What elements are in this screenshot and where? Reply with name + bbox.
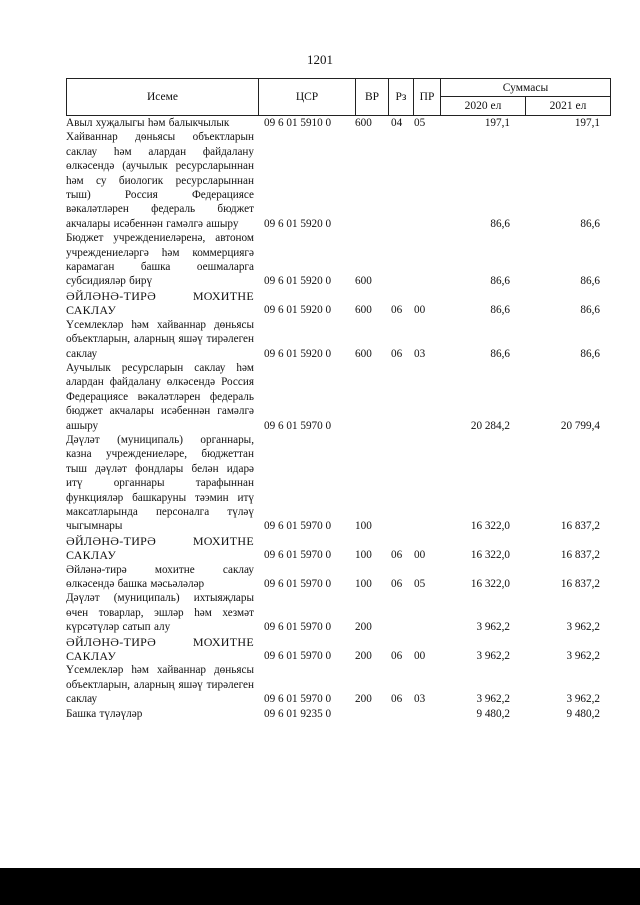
- row-csr: 09 6 01 5920 0: [264, 275, 332, 288]
- row-rz: 06: [391, 347, 403, 360]
- row-csr: 09 6 01 5970 0: [264, 621, 332, 634]
- row-sum-2020: 3 962,2: [476, 693, 510, 706]
- row-pr: 03: [414, 693, 426, 706]
- row-sum-2020: 86,6: [490, 275, 510, 288]
- column-header-name: Исеме: [67, 79, 259, 116]
- row-rz: 06: [391, 549, 403, 562]
- row-rz: 06: [391, 578, 403, 590]
- row-sum-2021: 16 837,2: [560, 520, 600, 533]
- table-row: [66, 116, 612, 130]
- row-vr: 200: [355, 621, 372, 634]
- table-row: [66, 563, 612, 592]
- row-sum-2020: 86,6: [490, 347, 510, 360]
- row-sum-2020: 20 284,2: [470, 419, 510, 432]
- row-pr: 00: [414, 549, 426, 562]
- row-sum-2020: 16 322,0: [470, 578, 510, 590]
- table-row: [66, 289, 612, 318]
- scan-border: [0, 868, 640, 905]
- row-sum-2020: 86,6: [490, 217, 510, 230]
- row-sum-2021: 86,6: [580, 304, 600, 317]
- row-name: Әйләнә-тирә мохитне саклау өлкәсендә башка мәсьәләләр: [66, 563, 254, 590]
- row-vr: 600: [355, 304, 372, 317]
- row-sum-2021: 16 837,2: [560, 578, 600, 590]
- row-sum-2021: 16 837,2: [560, 549, 600, 562]
- row-csr: 09 6 01 5970 0: [264, 650, 332, 663]
- row-csr: 09 6 01 5970 0: [264, 693, 332, 706]
- row-sum-2021: 197,1: [574, 117, 600, 129]
- row-sum-2021: 9 480,2: [566, 707, 600, 720]
- row-vr: 200: [355, 650, 372, 663]
- table-row: [66, 433, 612, 534]
- column-header-pr: ПР: [414, 79, 441, 116]
- row-sum-2020: 86,6: [490, 304, 510, 317]
- table-row: [66, 635, 612, 664]
- row-sum-2020: 3 962,2: [476, 650, 510, 663]
- row-vr: 100: [355, 520, 372, 533]
- row-sum-2021: 3 962,2: [566, 650, 600, 663]
- row-csr: 09 6 01 5970 0: [264, 549, 332, 562]
- table-row: [66, 591, 612, 634]
- row-pr: 00: [414, 650, 426, 663]
- row-rz: 04: [391, 117, 403, 129]
- row-name: Аучылык ресурсларын саклау һәм алардан файдалану өлкәсендә Россия Федерациясе вәкаләтләрен федераль бюджет акчалары исәбеннән гамәлгә ашыру: [66, 361, 254, 432]
- row-name: ӘЙЛӘНӘ-ТИРӘ МОХИТНЕ САКЛАУ: [66, 288, 254, 318]
- row-rz: 06: [391, 693, 403, 706]
- row-sum-2020: 16 322,0: [470, 549, 510, 562]
- row-pr: 03: [414, 347, 426, 360]
- row-csr: 09 6 01 5970 0: [264, 419, 332, 432]
- row-rz: 06: [391, 650, 403, 663]
- row-name: Дәүләт (муниципаль) ихтыяҗлары өчен товарлар, эшләр һәм хезмәт күрсәтүләр сатып алу: [66, 592, 254, 634]
- row-csr: 09 6 01 5920 0: [264, 304, 332, 317]
- row-name: Бюджет учреждениеләренә, автоном учреждениеләргә һәм коммерциягә карамаган башка оешмаларга субсидияләр бирү: [66, 232, 254, 288]
- row-name: Үсемлекләр һәм хайваннар дөньясы объектларын, аларның яшәү тирәлеген саклау: [66, 318, 254, 360]
- row-csr: 09 6 01 9235 0: [264, 707, 332, 720]
- row-name: Үсемлекләр һәм хайваннар дөньясы объектларын, аларның яшәү тирәлеген саклау: [66, 664, 254, 706]
- row-pr: 05: [414, 117, 426, 129]
- row-name: Хайваннар дөньясы объектларын саклау һәм алардан файдалану өлкәсендә (аучылык ресурсларыннан һәм су биологик ресурсларыннан тыш) Россия Федерациясе вәкаләтләрен федераль бюджет акчалары исәбеннән гамәлгә ашыру: [66, 131, 254, 230]
- row-sum-2021: 86,6: [580, 275, 600, 288]
- row-sum-2020: 9 480,2: [476, 707, 510, 720]
- row-rz: 06: [391, 304, 403, 317]
- table-row: [66, 231, 612, 289]
- row-sum-2020: 197,1: [484, 117, 510, 129]
- row-csr: 09 6 01 5970 0: [264, 578, 332, 590]
- column-header-2020: 2020 ел: [441, 97, 526, 116]
- row-sum-2020: 3 962,2: [476, 621, 510, 634]
- column-header-vr: ВР: [356, 79, 389, 116]
- table-body: [66, 116, 612, 721]
- row-name: Дәүләт (муниципаль) органнары, казна учреждениеләре, бюджеттан тыш дәүләт фондлары белән идарә итү органнары тарафыннан функцияләр башкаруны тәэмин итү максатларында персоналга түләү чыгымнары: [66, 433, 254, 533]
- row-sum-2021: 3 962,2: [566, 621, 600, 634]
- row-name: Башка түләүләр: [66, 707, 143, 720]
- row-pr: 00: [414, 304, 426, 317]
- row-vr: 100: [355, 578, 372, 590]
- row-pr: 05: [414, 578, 426, 590]
- table-row: [66, 130, 612, 231]
- row-vr: 600: [355, 275, 372, 288]
- row-sum-2021: 86,6: [580, 347, 600, 360]
- row-sum-2020: 16 322,0: [470, 520, 510, 533]
- row-vr: 100: [355, 549, 372, 562]
- row-csr: 09 6 01 5920 0: [264, 347, 332, 360]
- column-header-csr: ЦСР: [259, 79, 356, 116]
- table-row: [66, 663, 612, 706]
- column-header-2021: 2021 ел: [526, 97, 611, 116]
- row-name: ӘЙЛӘНӘ-ТИРӘ МОХИТНЕ САКЛАУ: [66, 634, 254, 664]
- table-row: [66, 534, 612, 563]
- row-vr: 200: [355, 693, 372, 706]
- row-vr: 600: [355, 117, 372, 129]
- table-row: [66, 707, 612, 721]
- column-header-rz: Рз: [389, 79, 414, 116]
- table-row: [66, 318, 612, 361]
- row-name: Авыл хуҗалыгы һәм балыкчылык: [66, 117, 230, 129]
- column-header-sums: Суммасы: [441, 79, 611, 97]
- row-name: ӘЙЛӘНӘ-ТИРӘ МОХИТНЕ САКЛАУ: [66, 533, 254, 563]
- page-number: 1201: [307, 52, 333, 67]
- row-sum-2021: 20 799,4: [560, 419, 600, 432]
- row-vr: 600: [355, 347, 372, 360]
- row-csr: 09 6 01 5920 0: [264, 217, 332, 230]
- row-csr: 09 6 01 5970 0: [264, 520, 332, 533]
- row-csr: 09 6 01 5910 0: [264, 117, 332, 129]
- table-row: [66, 361, 612, 433]
- row-sum-2021: 86,6: [580, 217, 600, 230]
- row-sum-2021: 3 962,2: [566, 693, 600, 706]
- table-header: [66, 78, 611, 116]
